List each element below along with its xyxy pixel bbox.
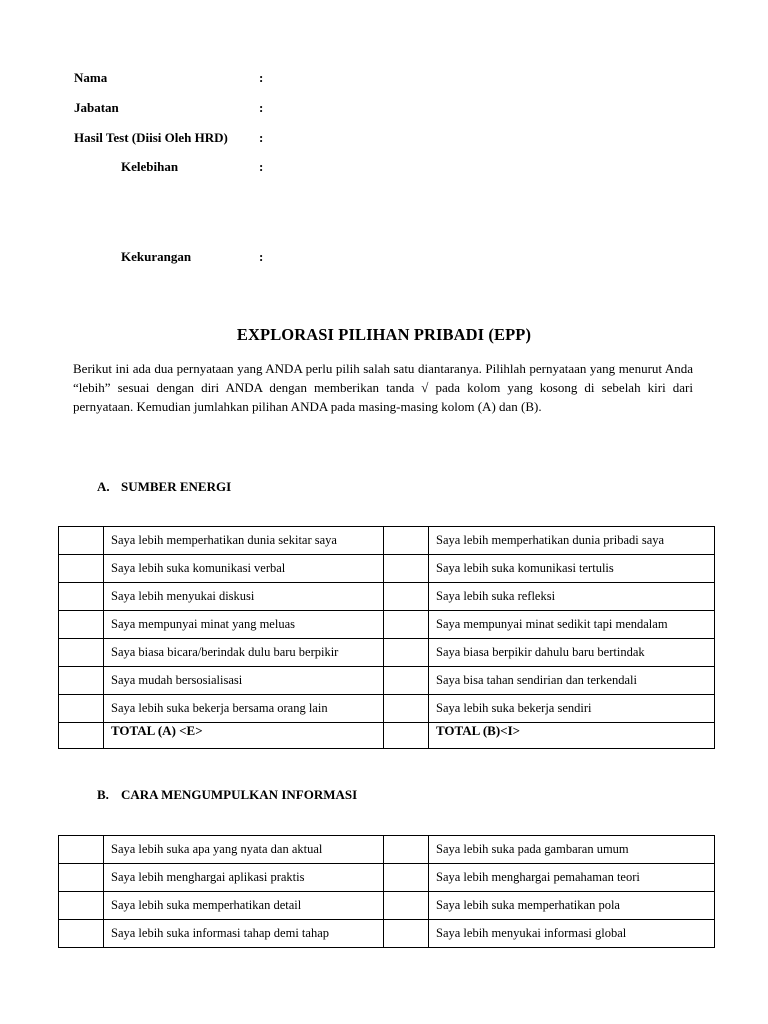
section-a-heading xyxy=(97,479,231,495)
section-b-letter: B. xyxy=(97,787,109,802)
total-a-value-cell[interactable] xyxy=(59,723,104,749)
statement-b: Saya lebih suka refleksi xyxy=(429,583,715,611)
check-cell-a[interactable] xyxy=(59,555,104,583)
check-cell-a[interactable] xyxy=(59,920,104,948)
statement-a: Saya biasa bicara/berindak dulu baru berpikir xyxy=(104,639,384,667)
intro-paragraph: Berikut ini ada dua pernyataan yang ANDA perlu pilih salah satu diantaranya. Pilihlah pernyataan yang menurut Anda “lebih” sesuai dengan diri ANDA dengan memberikan tanda √ pada kolom yang kosong di sebelah kiri dari pernyataan. Kemudian jumlahkan pilihan ANDA pada masing-masing kolom (A) dan (B). xyxy=(73,361,693,414)
section-a-title: SUMBER ENERGI xyxy=(121,479,232,494)
table-row xyxy=(59,864,715,892)
nama-label: Nama xyxy=(74,70,108,85)
jabatan-label: Jabatan xyxy=(74,100,119,115)
total-row xyxy=(59,723,715,749)
check-cell-b[interactable] xyxy=(384,527,429,555)
check-cell-a[interactable] xyxy=(59,527,104,555)
statement-a: Saya mempunyai minat yang meluas xyxy=(104,611,384,639)
total-b-value-cell[interactable] xyxy=(384,723,429,749)
check-cell-b[interactable] xyxy=(384,667,429,695)
section-b-table xyxy=(58,835,715,948)
check-cell-b[interactable] xyxy=(384,611,429,639)
hasil-test-colon: : xyxy=(259,130,264,145)
section-a-letter: A. xyxy=(97,479,110,494)
statement-a: Saya lebih suka bekerja bersama orang lain xyxy=(104,695,384,723)
statement-a: Saya lebih suka komunikasi verbal xyxy=(104,555,384,583)
total-a-label: TOTAL (A) <E> xyxy=(104,723,384,749)
check-cell-a[interactable] xyxy=(59,836,104,864)
table-row xyxy=(59,695,715,723)
page-title: EXPLORASI PILIHAN PRIBADI (EPP) xyxy=(236,325,532,344)
statement-a: Saya lebih suka informasi tahap demi tahap xyxy=(104,920,384,948)
statement-b: Saya lebih suka komunikasi tertulis xyxy=(429,555,715,583)
statement-b: Saya lebih suka memperhatikan pola xyxy=(429,892,715,920)
jabatan-colon: : xyxy=(259,100,264,115)
statement-b: Saya biasa berpikir dahulu baru bertindak xyxy=(429,639,715,667)
statement-a: Saya lebih suka memperhatikan detail xyxy=(104,892,384,920)
check-cell-a[interactable] xyxy=(59,611,104,639)
check-cell-b[interactable] xyxy=(384,639,429,667)
check-cell-a[interactable] xyxy=(59,667,104,695)
table-row xyxy=(59,667,715,695)
check-cell-b[interactable] xyxy=(384,836,429,864)
check-cell-a[interactable] xyxy=(59,583,104,611)
statement-a: Saya lebih suka apa yang nyata dan aktual xyxy=(104,836,384,864)
table-row xyxy=(59,527,715,555)
table-row xyxy=(59,639,715,667)
nama-colon: : xyxy=(259,70,264,85)
check-cell-b[interactable] xyxy=(384,555,429,583)
statement-a: Saya lebih menghargai aplikasi praktis xyxy=(104,864,384,892)
kelebihan-label: Kelebihan xyxy=(121,159,179,174)
kekurangan-colon: : xyxy=(259,249,264,264)
statement-b: Saya bisa tahan sendirian dan terkendali xyxy=(429,667,715,695)
statement-a: Saya lebih menyukai diskusi xyxy=(104,583,384,611)
kekurangan-label: Kekurangan xyxy=(121,249,192,264)
check-cell-b[interactable] xyxy=(384,920,429,948)
check-cell-b[interactable] xyxy=(384,583,429,611)
section-a-table xyxy=(58,526,715,749)
hasil-test-label: Hasil Test (Diisi Oleh HRD) xyxy=(74,130,228,145)
check-cell-b[interactable] xyxy=(384,892,429,920)
statement-b: Saya lebih suka bekerja sendiri xyxy=(429,695,715,723)
check-cell-a[interactable] xyxy=(59,864,104,892)
table-row xyxy=(59,836,715,864)
total-b-label: TOTAL (B)<I> xyxy=(429,723,715,749)
section-b-heading xyxy=(97,787,357,803)
check-cell-a[interactable] xyxy=(59,639,104,667)
statement-b: Saya lebih suka pada gambaran umum xyxy=(429,836,715,864)
check-cell-b[interactable] xyxy=(384,695,429,723)
statement-b: Saya mempunyai minat sedikit tapi mendalam xyxy=(429,611,715,639)
section-b-title: CARA MENGUMPULKAN INFORMASI xyxy=(121,787,358,802)
table-row xyxy=(59,892,715,920)
check-cell-a[interactable] xyxy=(59,892,104,920)
statement-b: Saya lebih menghargai pemahaman teori xyxy=(429,864,715,892)
kelebihan-colon: : xyxy=(259,159,264,174)
statement-b: Saya lebih memperhatikan dunia pribadi saya xyxy=(429,527,715,555)
check-cell-b[interactable] xyxy=(384,864,429,892)
check-cell-a[interactable] xyxy=(59,695,104,723)
statement-b: Saya lebih menyukai informasi global xyxy=(429,920,715,948)
table-row xyxy=(59,611,715,639)
statement-a: Saya mudah bersosialisasi xyxy=(104,667,384,695)
table-row xyxy=(59,920,715,948)
statement-a: Saya lebih memperhatikan dunia sekitar saya xyxy=(104,527,384,555)
table-row xyxy=(59,583,715,611)
table-row xyxy=(59,555,715,583)
